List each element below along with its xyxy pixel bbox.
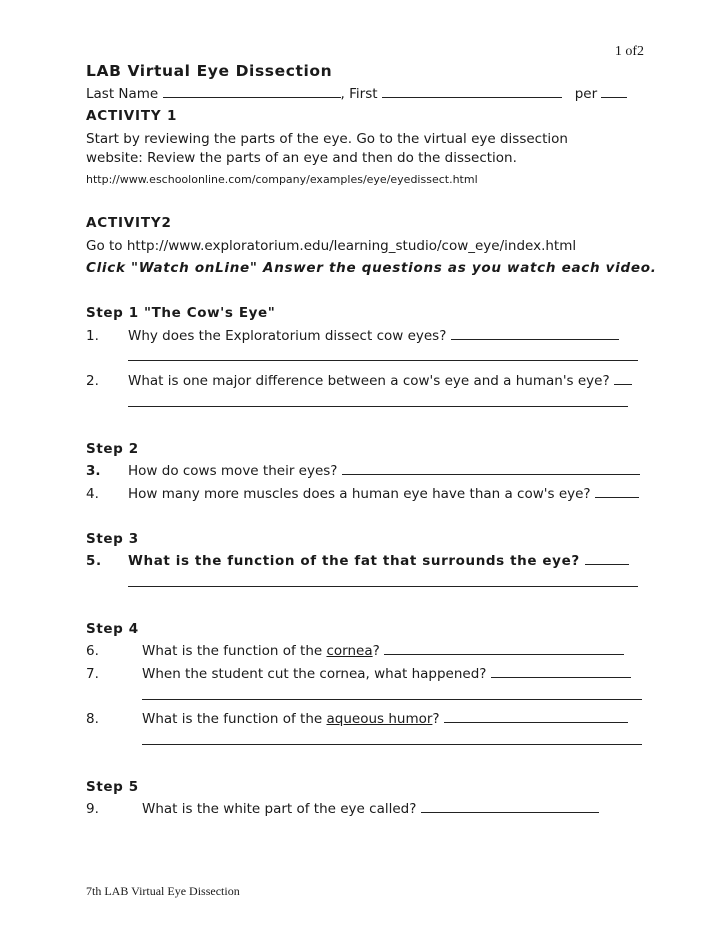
- aqueous-humor-term: aqueous humor: [326, 711, 433, 727]
- question-text: What is the function of the: [142, 643, 327, 659]
- footer: 7th LAB Virtual Eye Dissection: [86, 884, 240, 898]
- activity1-text-line2: website: Review the parts of an eye and then do the dissection.: [86, 150, 517, 166]
- question-text: What is the white part of the eye called?: [142, 801, 417, 817]
- step4-heading: Step 4: [86, 621, 139, 637]
- last-name-blank[interactable]: [163, 85, 341, 98]
- question-text: What is one major difference between a cow's eye and a human's eye?: [128, 373, 610, 389]
- question-6: [86, 642, 624, 660]
- question-number: 3.: [86, 463, 101, 479]
- activity1-heading: ACTIVITY 1: [86, 108, 178, 124]
- question-1: [86, 327, 619, 345]
- question-4: [86, 485, 639, 503]
- question-number: 5.: [86, 553, 102, 569]
- question-number: 2.: [86, 373, 99, 389]
- cornea-term: cornea: [326, 643, 373, 659]
- question-number: 4.: [86, 486, 99, 502]
- name-line: [86, 85, 627, 103]
- page-title: LAB Virtual Eye Dissection: [86, 62, 333, 80]
- step5-heading: Step 5: [86, 779, 139, 795]
- answer-blank[interactable]: [491, 665, 631, 678]
- question-number: 1.: [86, 328, 99, 344]
- question-text: What is the function of the fat that surrounds the eye?: [128, 553, 580, 569]
- answer-blank[interactable]: [614, 372, 632, 385]
- question-number: 6.: [86, 643, 99, 659]
- question-text: What is the function of the: [142, 711, 327, 727]
- page-number: 1 of2: [614, 44, 644, 59]
- question-end: ?: [432, 711, 440, 727]
- answer-blank[interactable]: [451, 327, 619, 340]
- step3-heading: Step 3: [86, 531, 139, 547]
- first-name-blank[interactable]: [382, 85, 562, 98]
- question-8: [86, 710, 628, 728]
- period-label: per: [574, 86, 598, 102]
- activity2-goto: Go to http://www.exploratorium.edu/learning_studio/cow_eye/index.html: [86, 238, 577, 254]
- answer-blank[interactable]: [421, 800, 599, 813]
- answer-line[interactable]: [142, 699, 642, 700]
- answer-line[interactable]: [142, 744, 642, 745]
- question-5: [86, 552, 629, 570]
- question-9: [86, 800, 599, 818]
- answer-line[interactable]: [128, 360, 638, 361]
- activity1-url: http://www.eschoolonline.com/company/examples/eye/eyedissect.html: [86, 173, 478, 186]
- activity2-heading: ACTIVITY2: [86, 215, 172, 231]
- question-text: How do cows move their eyes?: [128, 463, 338, 479]
- question-text: How many more muscles does a human eye have than a cow's eye?: [128, 486, 591, 502]
- last-name-label: Last Name: [86, 86, 159, 102]
- question-end: ?: [372, 643, 380, 659]
- answer-line[interactable]: [128, 406, 628, 407]
- question-text: Why does the Exploratorium dissect cow eyes?: [128, 328, 447, 344]
- first-name-label: , First: [340, 86, 378, 102]
- question-number: 8.: [86, 711, 99, 727]
- period-blank[interactable]: [601, 85, 627, 98]
- answer-blank[interactable]: [342, 462, 640, 475]
- answer-blank[interactable]: [585, 552, 629, 565]
- question-7: [86, 665, 631, 683]
- answer-line[interactable]: [128, 586, 638, 587]
- question-2: [86, 372, 632, 390]
- question-3: [86, 462, 640, 480]
- activity1-text-line1: Start by reviewing the parts of the eye. Go to the virtual eye dissection: [86, 131, 568, 147]
- activity2-instruction: Click "Watch onLine" Answer the questions as you watch each video.: [86, 260, 657, 276]
- question-number: 9.: [86, 801, 99, 817]
- answer-blank[interactable]: [595, 485, 639, 498]
- answer-blank[interactable]: [444, 710, 628, 723]
- step1-heading: Step 1 "The Cow's Eye": [86, 305, 276, 321]
- step2-heading: Step 2: [86, 441, 139, 457]
- question-text: When the student cut the cornea, what happened?: [142, 666, 487, 682]
- question-number: 7.: [86, 666, 99, 682]
- answer-blank[interactable]: [384, 642, 624, 655]
